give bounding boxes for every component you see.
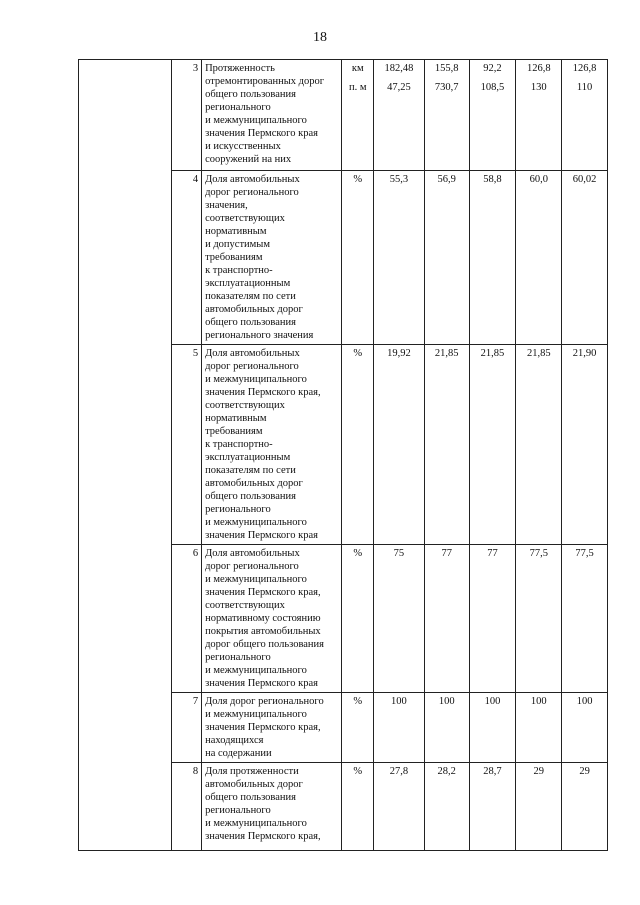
indicator-name-line: и межмуниципального (205, 818, 307, 829)
unit-label: % (353, 348, 363, 359)
value-cell (562, 545, 608, 693)
indicator-name-line: общего пользования (205, 792, 296, 803)
value-cell (562, 60, 608, 171)
indicator-name-line: дорог регионального (205, 361, 299, 372)
value-cell (373, 693, 424, 763)
indicator-name-cell (202, 545, 342, 693)
empty-left-column (79, 60, 172, 851)
indicator-name-line: регионального значения (205, 330, 314, 341)
value-cell (424, 60, 469, 171)
value-cell (469, 763, 516, 851)
value: 60,02 (572, 174, 597, 185)
unit-label: % (353, 766, 363, 777)
value: 110 (576, 82, 593, 93)
value: 47,25 (387, 82, 411, 93)
indicator-name-line: эксплуатационным (205, 278, 291, 289)
indicator-name-line: автомобильных дорог (205, 779, 303, 790)
row-number-cell (171, 60, 202, 171)
value-cell (562, 763, 608, 851)
indicator-name-line: автомобильных дорог (205, 304, 303, 315)
value: 55,3 (389, 174, 409, 185)
indicator-name-line: общего пользования (205, 89, 296, 100)
indicator-name-line: нормативным (205, 413, 267, 424)
value: 21,85 (480, 348, 505, 359)
indicator-name-line: сооружений на них (205, 154, 292, 165)
value: 100 (530, 696, 547, 707)
value-cell (373, 345, 424, 545)
value: 28,2 (437, 766, 456, 777)
unit-cell (342, 171, 374, 345)
indicator-name-cell (202, 171, 342, 345)
value: 27,8 (389, 766, 409, 777)
indicator-name-line: покрытия автомобильных (205, 626, 321, 637)
value: 60,0 (529, 174, 548, 185)
value-cell (424, 345, 469, 545)
value-cell (516, 545, 562, 693)
unit-label: % (353, 696, 363, 707)
value: 100 (484, 696, 501, 707)
unit-label: % (353, 174, 363, 185)
row-number-cell (171, 545, 202, 693)
indicator-name-line: дорог регионального (205, 561, 299, 572)
value: 58,8 (483, 174, 502, 185)
value: 182,48 (384, 63, 414, 74)
indicator-name-line: эксплуатационным (205, 452, 291, 463)
row-number: 3 (192, 63, 199, 74)
indicator-name-line: и межмуниципального (205, 709, 307, 720)
indicator-name-line: дорог регионального (205, 187, 299, 198)
value: 75 (393, 548, 405, 559)
row-number: 7 (192, 696, 199, 707)
value: 21,90 (572, 348, 597, 359)
indicator-name-line: и межмуниципального (205, 517, 307, 528)
page-number: 18 (313, 30, 327, 45)
value: 29 (533, 766, 544, 777)
unit-label: п. м (348, 82, 367, 93)
unit-cell (342, 545, 374, 693)
value: 730,7 (434, 82, 459, 93)
indicator-name-line: требованиям (205, 252, 263, 263)
value-cell (516, 345, 562, 545)
value-cell (469, 693, 516, 763)
indicator-name-cell (202, 693, 342, 763)
indicator-name-line: регионального (205, 504, 271, 515)
value: 21,85 (434, 348, 459, 359)
value-cell (469, 545, 516, 693)
indicator-name-line: нормативному состоянию (205, 613, 321, 624)
row-number: 6 (192, 548, 199, 559)
value: 29 (579, 766, 590, 777)
value: 77,5 (575, 548, 594, 559)
indicator-name-cell (202, 60, 342, 171)
value-cell (373, 763, 424, 851)
value-cell (424, 693, 469, 763)
indicator-name-line: значения Пермского края, (205, 722, 321, 733)
indicator-name-line: требованиям (205, 426, 263, 437)
indicator-name-line: нормативным (205, 226, 267, 237)
value: 126,8 (526, 63, 551, 74)
indicator-name-line: общего пользования (205, 491, 296, 502)
indicator-name-line: значения Пермского края (205, 678, 318, 689)
value-cell (424, 171, 469, 345)
indicators-table (78, 59, 608, 851)
row-number: 4 (192, 174, 199, 185)
indicator-name-line: Доля дорог регионального (205, 696, 324, 707)
row-number: 8 (192, 766, 199, 777)
value-cell (424, 545, 469, 693)
unit-label: км (351, 63, 364, 74)
indicator-name-line: соответствующих (205, 213, 285, 224)
indicator-name-line: Доля автомобильных (205, 348, 300, 359)
indicator-name-line: и межмуниципального (205, 115, 307, 126)
indicator-name-line: находящихся (205, 735, 264, 746)
indicator-name-line: и межмуниципального (205, 574, 307, 585)
row-number: 5 (192, 348, 199, 359)
indicator-name-line: значения Пермского края, (205, 831, 321, 842)
unit-cell (342, 763, 374, 851)
value: 100 (391, 696, 407, 707)
value-cell (373, 60, 424, 171)
table-row (79, 60, 608, 171)
row-number-cell (171, 345, 202, 545)
row-number-cell (171, 763, 202, 851)
value: 100 (576, 696, 593, 707)
indicator-name-line: регионального (205, 805, 271, 816)
indicator-name-line: к транспортно- (205, 265, 273, 276)
value: 108,5 (480, 82, 505, 93)
indicator-name-line: и искусственных (205, 141, 281, 152)
indicator-name-line: отремонтированных дорог (205, 76, 325, 87)
value: 77 (487, 548, 498, 559)
indicator-name-line: общего пользования (205, 317, 296, 328)
indicator-name-line: соответствующих (205, 400, 285, 411)
value: 126,8 (572, 63, 597, 74)
unit-cell (342, 60, 374, 171)
value-cell (516, 693, 562, 763)
indicator-name-line: значения Пермского края (205, 128, 318, 139)
indicator-name-line: регионального (205, 102, 271, 113)
indicator-name-line: соответствующих (205, 600, 285, 611)
indicator-name-line: к транспортно- (205, 439, 273, 450)
value-cell (424, 763, 469, 851)
indicator-name-line: регионального (205, 652, 271, 663)
indicator-name-line: значения, (205, 200, 248, 211)
value-cell (516, 60, 562, 171)
value-cell (516, 171, 562, 345)
indicator-name-line: Доля автомобильных (205, 174, 300, 185)
indicator-name-line: и допустимым (205, 239, 270, 250)
value-cell (373, 171, 424, 345)
row-number-cell (171, 171, 202, 345)
indicator-name-line: Доля автомобильных (205, 548, 300, 559)
value-cell (516, 763, 562, 851)
value-cell (562, 171, 608, 345)
indicator-name-line: на содержании (205, 748, 272, 759)
value: 56,9 (437, 174, 456, 185)
indicator-name-line: Доля протяженности (205, 766, 299, 777)
value: 92,2 (483, 63, 502, 74)
value-cell (469, 60, 516, 171)
value: 77 (441, 548, 452, 559)
value-cell (469, 345, 516, 545)
indicator-name-line: показателям по сети (205, 291, 296, 302)
unit-cell (342, 345, 374, 545)
indicator-name-line: значения Пермского края, (205, 587, 321, 598)
indicator-name-line: автомобильных дорог (205, 478, 303, 489)
value: 21,85 (526, 348, 551, 359)
indicator-name-cell (202, 763, 342, 851)
indicator-name-line: значения Пермского края, (205, 387, 321, 398)
indicator-name-cell (202, 345, 342, 545)
value: 130 (530, 82, 547, 93)
value: 28,7 (483, 766, 502, 777)
indicator-name-line: и межмуниципального (205, 374, 307, 385)
value: 155,8 (434, 63, 459, 74)
value-cell (562, 345, 608, 545)
value-cell (562, 693, 608, 763)
value: 77,5 (529, 548, 548, 559)
unit-cell (342, 693, 374, 763)
value: 19,92 (387, 348, 411, 359)
indicator-name-line: показателям по сети (205, 465, 296, 476)
indicator-name-line: Протяженность (205, 63, 275, 74)
row-number-cell (171, 693, 202, 763)
value-cell (373, 545, 424, 693)
value-cell (469, 171, 516, 345)
indicator-name-line: значения Пермского края (205, 530, 318, 541)
unit-label: % (353, 548, 363, 559)
indicator-name-line: дорог общего пользования (205, 639, 325, 650)
value: 100 (438, 696, 455, 707)
indicator-name-line: и межмуниципального (205, 665, 307, 676)
